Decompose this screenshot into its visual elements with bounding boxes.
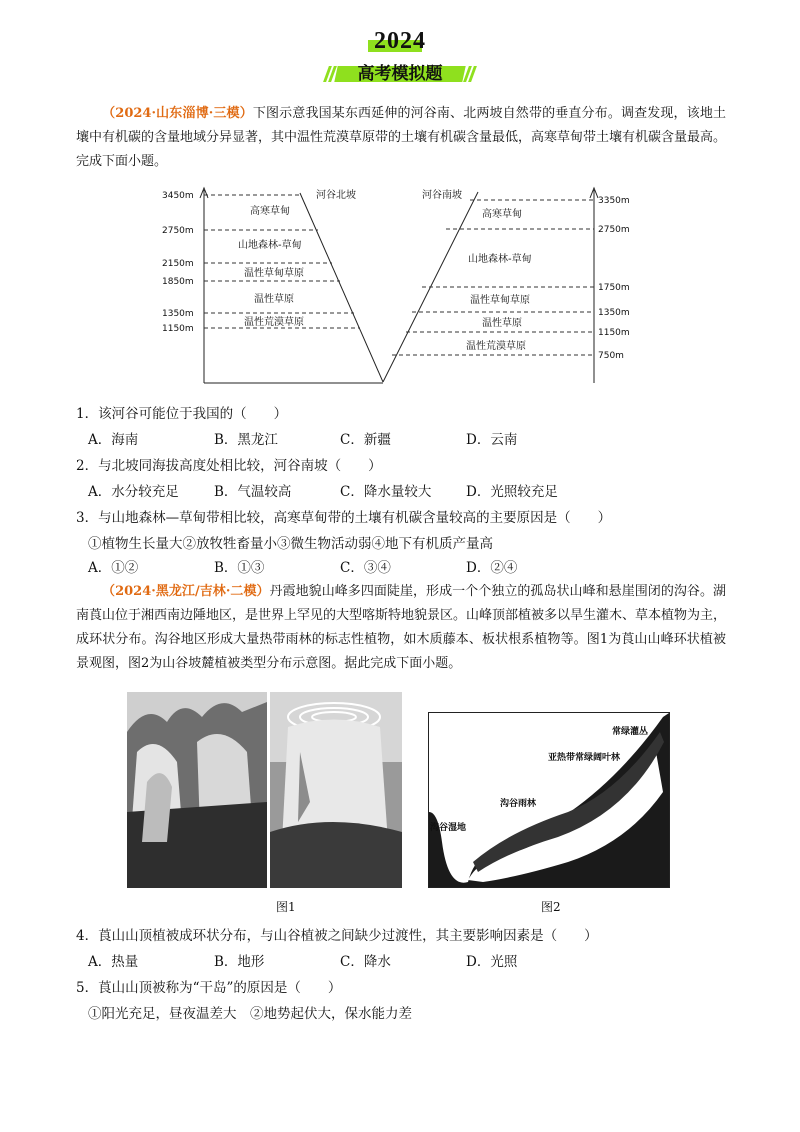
passage-1-text: 下图示意我国某东西延伸的河谷南、北两坡自然带的垂直分布。调查发现，该地土壤中有机碳的含量地域分异显著，其中温性荒漠草原带的土壤有机碳含量最低，高寒草甸带土壤有机碳含量最高。完成下面小题。	[76, 106, 727, 169]
passage-1-source: （2024·山东淄博·三模）	[102, 106, 253, 121]
label-broadleaf-forest: 亚热带常绿阔叶林	[548, 753, 621, 763]
option[interactable]: B．黑龙江	[214, 432, 278, 448]
passage-2-source: （2024·黑龙江/吉林·二模）	[102, 584, 270, 599]
photo-1-peaks	[127, 692, 267, 888]
question-3-options	[88, 558, 592, 578]
left-tick-1350: 1350m	[162, 309, 194, 319]
left-tick-3450: 3450m	[162, 191, 194, 201]
right-tick-1350: 1350m	[598, 308, 630, 318]
south-zone-alpine-meadow: 高寒草甸	[482, 209, 522, 220]
left-tick-2150: 2150m	[162, 259, 194, 269]
south-slope-label: 河谷南坡	[422, 190, 462, 201]
option[interactable]: C．降水	[340, 954, 391, 970]
option[interactable]: D．云南	[466, 432, 518, 448]
header-subtitle: 高考模拟题	[357, 64, 443, 84]
south-zone-forest-meadow: 山地森林-草甸	[468, 254, 532, 265]
north-zone-meadow-steppe: 温性草甸草原	[244, 268, 304, 279]
figure-2-caption: 图2	[541, 900, 561, 914]
right-tick-2750: 2750m	[598, 225, 630, 235]
option[interactable]: B．①③	[214, 560, 265, 576]
option[interactable]: C．降水量较大	[340, 484, 432, 500]
header-subtitle-box	[330, 62, 470, 86]
question-2: 2．与北坡同海拔高度处相比较，河谷南坡（ ）	[76, 458, 382, 474]
right-tick-1150: 1150m	[598, 328, 630, 338]
passage-2	[76, 580, 726, 676]
left-tick-2750: 2750m	[162, 226, 194, 236]
right-tick-750: 750m	[598, 351, 624, 361]
option[interactable]: A．热量	[88, 954, 139, 970]
option[interactable]: A．海南	[88, 432, 139, 448]
right-tick-3350: 3350m	[598, 196, 630, 206]
south-zone-steppe: 温性草原	[482, 318, 522, 329]
left-tick-1850: 1850m	[162, 277, 194, 287]
option[interactable]: D．②④	[466, 560, 518, 576]
passage-1	[76, 102, 726, 174]
option[interactable]: A．水分较充足	[88, 484, 179, 500]
label-rainforest: 沟谷雨林	[500, 799, 537, 809]
south-zone-meadow-steppe: 温性草甸草原	[470, 295, 530, 306]
left-tick-1150: 1150m	[162, 324, 194, 334]
question-5: 5．莨山山顶被称为“干岛”的原因是（ ）	[76, 980, 342, 996]
label-wetland: 沟谷湿地	[430, 823, 467, 833]
question-3-statements: ①植物生长量大②放牧牲畜量小③微生物活动弱④地下有机质产量高	[88, 536, 493, 552]
passage-2-text: 丹霞地貌山峰多四面陡崖，形成一个个独立的孤岛状山峰和悬崖围闭的沟谷。湖南莨山位于湘西南边陲地区，是世界上罕见的大型喀斯特地貌景区。山峰顶部植被多以旱生灌木、草本植物为主，成环状分布。沟谷地区形成大量热带雨林的标志性植物，如木质藤本、板状根系植物等。图1为莨山山峰环状植被景观图，图2为山谷坡麓植被类型分布示意图。据此完成下面小题。	[76, 584, 727, 671]
question-3: 3．与山地森林—草甸带相比较，高寒草甸带的土壤有机碳含量较高的主要原因是（ ）	[76, 510, 612, 526]
south-zone-desert-steppe: 温性荒漠草原	[466, 341, 526, 352]
option[interactable]: D．光照较充足	[466, 484, 558, 500]
north-slope-label: 河谷北坡	[316, 190, 356, 201]
photo-2-ring-summit	[270, 692, 402, 888]
right-tick-1750: 1750m	[598, 283, 630, 293]
valley-vegetation-diagram	[428, 712, 670, 888]
option[interactable]: C．新疆	[340, 432, 391, 448]
north-zone-steppe: 温性草原	[254, 294, 294, 305]
question-2-options	[88, 482, 592, 502]
question-4-options	[88, 952, 592, 972]
north-zone-forest-meadow: 山地森林-草甸	[238, 240, 302, 251]
header-year: 2024	[374, 28, 426, 54]
label-shrub: 常绿灌丛	[612, 727, 649, 737]
option[interactable]: A．①②	[88, 560, 139, 576]
question-4: 4．莨山山顶植被成环状分布，与山谷植被之间缺少过渡性，其主要影响因素是（ ）	[76, 928, 598, 944]
option[interactable]: C．③④	[340, 560, 391, 576]
option[interactable]: D．光照	[466, 954, 518, 970]
north-zone-desert-steppe: 温性荒漠草原	[244, 317, 304, 328]
option[interactable]: B．气温较高	[214, 484, 292, 500]
option[interactable]: B．地形	[214, 954, 265, 970]
figure-1-caption: 图1	[276, 900, 296, 914]
question-1: 1．该河谷可能位于我国的（ ）	[76, 406, 288, 422]
north-zone-alpine-meadow: 高寒草甸	[250, 206, 290, 217]
valley-zonation-diagram	[160, 178, 650, 388]
question-5-statements: ①阳光充足，昼夜温差大 ②地势起伏大，保水能力差	[88, 1006, 412, 1022]
question-1-options	[88, 430, 592, 450]
